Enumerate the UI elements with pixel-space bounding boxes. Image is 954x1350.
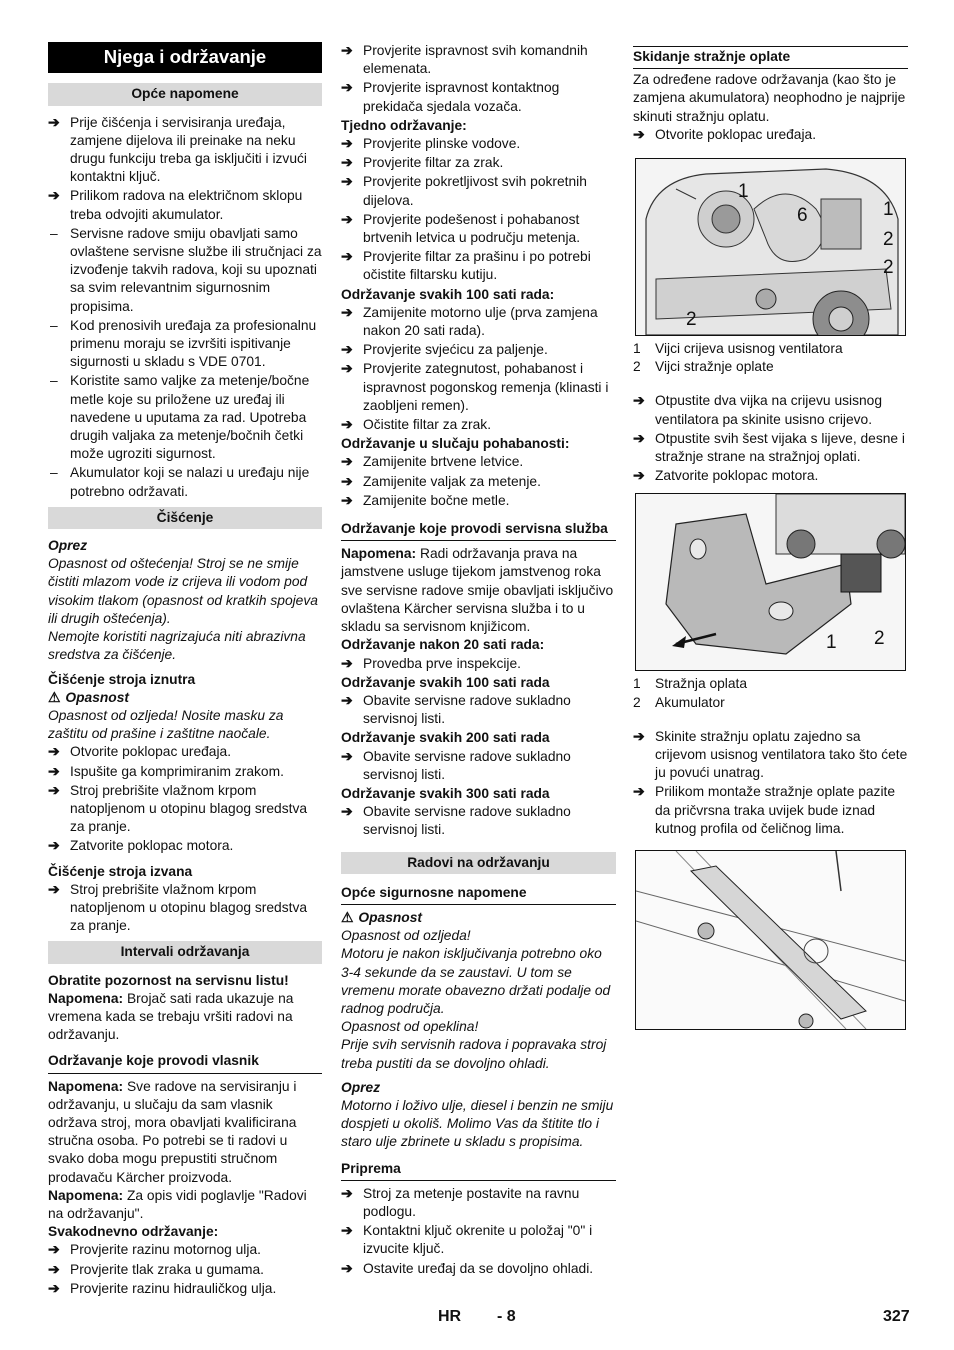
notice-bold: Obratite pozornost na servisnu listu! bbox=[48, 972, 289, 988]
list-item: ➔ Otvorite poklopac uređaja. bbox=[48, 743, 322, 761]
list-item: – Kod prenosivih uređaja za profesionalnu primenu moraju se izvršiti ispitivanje sigurnosti u skladu s VDE 0701. bbox=[48, 317, 322, 372]
rear-panel-illustration bbox=[636, 494, 905, 670]
danger-text: Opasnost od opeklina! bbox=[341, 1019, 479, 1035]
subheading-100h: Održavanje svakih 100 sati rada: bbox=[341, 286, 555, 302]
caution-label: Oprez bbox=[341, 1079, 381, 1095]
list-item: ➔ Provjerite svjećicu za paljenje. bbox=[341, 341, 616, 359]
callout-label: 1 bbox=[883, 199, 894, 221]
footer-language: HR bbox=[438, 1308, 462, 1325]
danger-text: Opasnost od ozljeda! Nosite masku za zaštitu od prašine i zaštitne naočale. bbox=[48, 707, 284, 742]
paragraph: Za određene radove održavanja (kao što je zamjena akumulatora) neophodno je najprije skinuti stražnju oplatu. bbox=[633, 72, 906, 124]
danger-label: ⚠ Opasnost bbox=[48, 689, 322, 707]
subheading-izvana: Čišćenje stroja izvana bbox=[48, 863, 193, 879]
subheading-20h: Održavanje nakon 20 sati rada: bbox=[341, 637, 545, 653]
list-item: ➔ Provjerite podešenost i pohabanost brtvenih letvica u području metenja. bbox=[341, 211, 616, 247]
list-item: ➔ Provjerite plinske vodove. bbox=[341, 135, 616, 153]
caution-label: Oprez bbox=[48, 538, 88, 554]
list-item: ➔ Obavite servisne radove sukladno servisnoj listi. bbox=[341, 692, 616, 728]
section-heading-intervali: Intervali održavanja bbox=[48, 941, 322, 963]
callout-label: 1 bbox=[826, 632, 837, 654]
subheading-tjedno: Tjedno održavanje: bbox=[341, 117, 467, 133]
list-item: ➔ Ispušite ga komprimiranim zrakom. bbox=[48, 763, 322, 781]
engine-illustration bbox=[636, 159, 905, 335]
list-item: ➔ Provjerite razinu hidrauličkog ulja. bbox=[48, 1280, 322, 1298]
subheading-servis: Održavanje koje provodi servisna služba bbox=[341, 520, 616, 541]
list-item: ➔ Zamijenite valjak za metenje. bbox=[341, 473, 616, 491]
caution-text: Nemojte koristiti nagrizajuća niti abrazivna sredstva za čišćenje. bbox=[48, 629, 306, 663]
list-item: ➔ Kontaktni ključ okrenite u položaj "0" i izvucite ključ. bbox=[341, 1222, 616, 1258]
callout-label: 2 bbox=[686, 309, 697, 331]
list-item: ➔ Prilikom montaže stražnje oplate pazite da pričvrsna traka uvijek bude iznad kutnog profila od čeličnog lima. bbox=[633, 783, 908, 838]
callout-label: 6 bbox=[797, 205, 808, 227]
list-item: ➔ Očistite filtar za zrak. bbox=[341, 416, 616, 434]
list-item: – Koristite samo valjke za metenje/bočne metle koje su priložene uz uređaj ili navedene u uputama za rad. Upotreba drugih valjaka za metenje/bočnih četki može ugroziti sigurnost. bbox=[48, 372, 322, 463]
list-item: ➔ Prije čišćenja i servisiranja uređaja, zamjene dijelova ili preinake na neku drugu funkciju treba ga isključiti i izvući kontaktni ključ. bbox=[48, 114, 322, 187]
list-item: ➔ Provjerite pokretljivost svih pokretnih dijelova. bbox=[341, 173, 616, 209]
list-item: ➔ Provjerite tlak zraka u gumama. bbox=[48, 1261, 322, 1279]
list-item: ➔ Zatvorite poklopac motora. bbox=[633, 467, 908, 485]
section-heading-ciscenje: Čišćenje bbox=[48, 507, 322, 529]
list-item: ➔ Zamijenite motorno ulje (prva zamjena nakon 20 sati rada). bbox=[341, 304, 616, 340]
list-item: ➔ Provjerite filtar za zrak. bbox=[341, 154, 616, 172]
list-item: ➔ Stroj za metenje postavite na ravnu podlogu. bbox=[341, 1185, 616, 1221]
note: Napomena: Za opis vidi poglavlje "Radovi na održavanju". bbox=[48, 1187, 307, 1221]
list-item: ➔ Provjerite ispravnost kontaktnog prekidača sjedala vozača. bbox=[341, 79, 616, 115]
list-item: ➔ Zamijenite brtvene letvice. bbox=[341, 453, 616, 471]
note: Napomena: Sve radove na servisiranju i održavanju, u slučaju da sam vlasnik održava stroj, mora obavljati kvalificirana stručna osoba. Po potrebi se ti radovi u svako doba mogu prepustiti stručnom prodavaču Kärcher proizvoda. bbox=[48, 1078, 297, 1185]
warning-triangle-icon: ⚠ bbox=[341, 909, 354, 925]
list-item: ➔ Stroj prebrišite vlažnom krpom natopljenom u otopinu blagog sredstva za pranje. bbox=[48, 782, 322, 837]
page-title: Njega i održavanje bbox=[48, 42, 322, 73]
subheading-pohabanost: Održavanje u slučaju pohabanosti: bbox=[341, 436, 570, 452]
footer-subpage: - 8 bbox=[497, 1308, 516, 1325]
list-item: ➔ Obavite servisne radove sukladno servisnoj listi. bbox=[341, 803, 616, 839]
list-item: ➔ Skinite stražnju oplatu zajedno sa crijevom usisnog ventilatora tako što ćete ju povući unatrag. bbox=[633, 728, 908, 783]
danger-text: Opasnost od ozljeda! bbox=[341, 928, 471, 944]
danger-label: ⚠ Opasnost bbox=[341, 909, 616, 927]
list-item: ➔ Otpustite dva vijka na crijevu usisnog ventilatora pa skinite usisno crijevo. bbox=[633, 392, 908, 428]
note: Napomena: Brojač sati rada ukazuje na vremena kada se trebaju vršiti radovi na održavanju. bbox=[48, 990, 294, 1043]
subheading-s200: Održavanje svakih 200 sati rada bbox=[341, 730, 550, 746]
list-item: ➔ Provjerite filtar za prašinu i po potrebi očistite filtarsku kutiju. bbox=[341, 248, 616, 284]
subheading-s300: Održavanje svakih 300 sati rada bbox=[341, 785, 550, 801]
callout-label: 2 bbox=[874, 628, 885, 650]
list-item: – Servisne radove smiju obavljati samo ovlaštene servisne službe ili stručnjaci za izvođenje takvih radova, koji su upoznati sa svim relevantnim sigurnosnim propisima. bbox=[48, 225, 322, 316]
column-left bbox=[48, 42, 322, 1299]
callout-label: 2 bbox=[883, 229, 894, 251]
subheading-iznutra: Čišćenje stroja iznutra bbox=[48, 671, 196, 687]
legend-item: 2 Vijci stražnje oplate bbox=[633, 359, 774, 375]
note: Napomena: Radi održavanja prava na jamstvene usluge tijekom jamstvenog roka sve servisne radove smije obavljati isključivo ovlaštena Kärcher servisna služba i to u skladu sa servisnom knjižicom. bbox=[341, 546, 614, 635]
list-item: ➔ Stroj prebrišite vlažnom krpom natopljenom u otopinu blagog sredstva za pranje. bbox=[48, 881, 322, 936]
list-item: ➔ Otvorite poklopac uređaja. bbox=[633, 126, 908, 144]
figure-mounting-strap bbox=[635, 850, 906, 1030]
subheading-vlasnik: Održavanje koje provodi vlasnik bbox=[48, 1052, 322, 1073]
list-item: ➔ Zatvorite poklopac motora. bbox=[48, 837, 322, 855]
section-heading-opce-napomene: Opće napomene bbox=[48, 83, 322, 105]
danger-text: Prije svih servisnih radova i popravaka stroj treba pustiti da se dovoljno ohladi. bbox=[341, 1037, 607, 1071]
list-item: ➔ Prilikom radova na električnom sklopu treba odvojiti akumulator. bbox=[48, 187, 322, 223]
subheading-sigurnosne: Opće sigurnosne napomene bbox=[341, 884, 616, 905]
figure-rear-panel bbox=[635, 493, 906, 671]
caution-text: Opasnost od oštećenja! Stroj se ne smije čistiti mlazom vode iz crijeva ili vodom pod visokim tlakom (opasnost od kratkih spojeva ili drugih oštećenja). bbox=[48, 556, 318, 626]
subheading-svakodnevno: Svakodnevno održavanje: bbox=[48, 1224, 219, 1240]
subheading-priprema: Priprema bbox=[341, 1160, 616, 1181]
legend-item: 1 Vijci crijeva usisnog ventilatora bbox=[633, 341, 843, 357]
warning-triangle-icon: ⚠ bbox=[48, 689, 61, 705]
legend-item: 2 Akumulator bbox=[633, 694, 725, 710]
figure-engine-compartment bbox=[635, 158, 906, 336]
footer-page-number: 327 bbox=[883, 1308, 910, 1325]
section-heading-radovi: Radovi na održavanju bbox=[341, 852, 616, 874]
list-item: ➔ Provjerite zategnutost, pohabanost i ispravnost pogonskog remenja (klinasti i zaobljeni remen). bbox=[341, 360, 616, 415]
callout-label: 1 bbox=[738, 181, 749, 203]
list-item: ➔ Obavite servisne radove sukladno servisnoj listi. bbox=[341, 748, 616, 784]
danger-text: Motoru je nakon isključivanja potrebno oko 3-4 sekunde da se zaustavi. U tom se vremenu morate obavezno držati podalje od radnog područja. bbox=[341, 946, 611, 1016]
column-middle bbox=[341, 42, 616, 1279]
caution-text: Motorno i loživo ulje, diesel i benzin ne smiju dospjeti u okoliš. Molimo Vas da štitite tlo i staro ulje zbrinete u skladu s propisima. bbox=[341, 1097, 614, 1150]
list-item: – Akumulator koji se nalazi u uređaju nije potrebno održavati. bbox=[48, 464, 322, 500]
legend-item: 1 Stražnja oplata bbox=[633, 676, 748, 692]
mounting-strap-illustration bbox=[636, 851, 905, 1029]
list-item: ➔ Ostavite uređaj da se dovoljno ohladi. bbox=[341, 1260, 616, 1278]
subheading-skidanje: Skidanje stražnje oplate bbox=[633, 46, 908, 66]
list-item: ➔ Zamijenite bočne metle. bbox=[341, 492, 616, 510]
subheading-s100: Održavanje svakih 100 sati rada bbox=[341, 674, 550, 690]
column-right bbox=[633, 42, 908, 1030]
list-item: ➔ Provjerite razinu motornog ulja. bbox=[48, 1241, 322, 1259]
list-item: ➔ Provjerite ispravnost svih komandnih elemenata. bbox=[341, 42, 616, 78]
list-item: ➔ Provedba prve inspekcije. bbox=[341, 655, 616, 673]
callout-label: 2 bbox=[883, 257, 894, 279]
list-item: ➔ Otpustite svih šest vijaka s lijeve, desne i stražnje strane na stražnjoj oplati. bbox=[633, 430, 908, 466]
